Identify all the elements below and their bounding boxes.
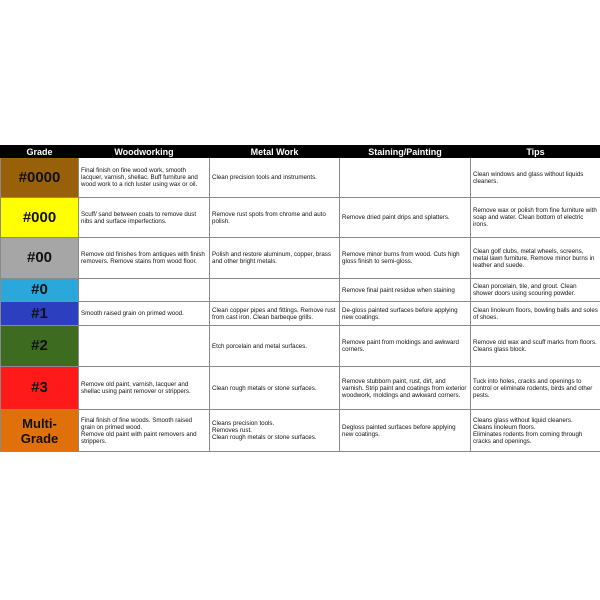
woodworking-cell: Remove old paint, varnish, lacquer and shellac using paint remover or strippers. [79, 367, 210, 410]
header-staining-painting: Staining/Painting [340, 146, 471, 158]
table-row [1, 279, 600, 302]
staining-painting-cell: Remove paint from moldings and awkward corners. [340, 326, 471, 367]
woodworking-cell: Remove old finishes from antiques with finish removers. Remove stains from wood floor. [79, 238, 210, 279]
grade-cell: #0 [1, 279, 79, 302]
tips-cell: Cleans glass without liquid cleaners. Cleans linoleum floors. Eliminates rodents from coming through cracks and openings. [471, 410, 600, 452]
staining-painting-cell: Remove minor burns from wood. Cuts high gloss finish to semi-gloss. [340, 238, 471, 279]
header-row [1, 146, 600, 158]
table-row [1, 198, 600, 238]
staining-painting-cell [340, 158, 471, 198]
woodworking-cell [79, 279, 210, 302]
metal-work-cell: Clean copper pipes and fittings. Remove rust from cast iron. Clean barbeque grills. [210, 302, 340, 326]
table-row [1, 410, 600, 452]
grade-cell: #000 [1, 198, 79, 238]
tips-cell: Clean linoleum floors, bowling balls and soles of shoes. [471, 302, 600, 326]
woodworking-cell: Scuff/ sand between coats to remove dust nibs and surface imperfections. [79, 198, 210, 238]
metal-work-cell: Clean precision tools and instruments. [210, 158, 340, 198]
tips-cell: Clean porcelain, tile, and grout. Clean shower doors using scouring powder. [471, 279, 600, 302]
grade-cell: Multi- Grade [1, 410, 79, 452]
table-row [1, 367, 600, 410]
staining-painting-cell: Remove stubborn paint, rust, dirt, and varnish. Strip paint and coatings from exterior woodwork, moldings and awkward corners. [340, 367, 471, 410]
metal-work-cell: Etch porcelain and metal surfaces. [210, 326, 340, 367]
table-row [1, 302, 600, 326]
grade-cell: #00 [1, 238, 79, 279]
table-row [1, 238, 600, 279]
woodworking-cell: Smooth raised grain on primed wood. [79, 302, 210, 326]
metal-work-cell: Clean rough metals or stone surfaces. [210, 367, 340, 410]
metal-work-cell [210, 279, 340, 302]
grade-cell: #1 [1, 302, 79, 326]
staining-painting-cell: Remove dried paint drips and splatters. [340, 198, 471, 238]
grade-cell: #0000 [1, 158, 79, 198]
woodworking-cell [79, 326, 210, 367]
staining-painting-cell: Remove final paint residue when staining [340, 279, 471, 302]
tips-cell: Clean golf clubs, metal wheels, screens, metal lawn furniture. Remove minor burns in leather and suede. [471, 238, 600, 279]
tips-cell: Remove wax or polish from fine furniture with soap and water. Clean bottom of electric irons. [471, 198, 600, 238]
tips-cell: Tuck into holes, cracks and openings to control or eliminate rodents, birds and other pests. [471, 367, 600, 410]
metal-work-cell: Remove rust spots from chrome and auto polish. [210, 198, 340, 238]
header-woodworking: Woodworking [79, 146, 210, 158]
steel-wool-grade-table [0, 145, 600, 452]
tips-cell: Remove old wax and scuff marks from floors. Cleans glass block. [471, 326, 600, 367]
table-row [1, 158, 600, 198]
grade-cell: #3 [1, 367, 79, 410]
staining-painting-cell: Degloss painted surfaces before applying new coatings. [340, 410, 471, 452]
metal-work-cell: Polish and restore aluminum, copper, brass and other bright metals. [210, 238, 340, 279]
tips-cell: Clean windows and glass without liquids cleaners. [471, 158, 600, 198]
header-metal-work: Metal Work [210, 146, 340, 158]
woodworking-cell: Final finish on fine wood work, smooth lacquer, varnish, shellac. Buff furniture and wood work to a rich luster using wax or oil. [79, 158, 210, 198]
header-grade: Grade [1, 146, 79, 158]
woodworking-cell: Final finish of fine woods. Smooth raised grain on primed wood. Remove old paint with paint removers and strippers. [79, 410, 210, 452]
grade-cell: #2 [1, 326, 79, 367]
header-tips: Tips [471, 146, 600, 158]
table-row [1, 326, 600, 367]
staining-painting-cell: De-gloss painted surfaces before applying new coatings. [340, 302, 471, 326]
metal-work-cell: Cleans precision tools. Removes rust. Clean rough metals or stone surfaces. [210, 410, 340, 452]
